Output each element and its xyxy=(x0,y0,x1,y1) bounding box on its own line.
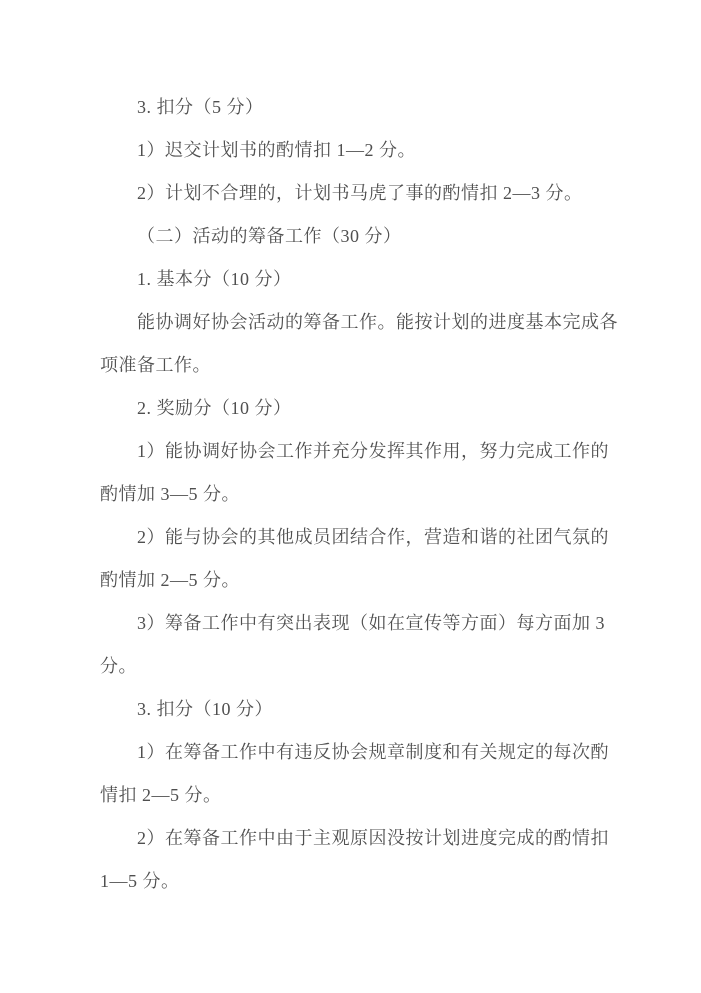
text-line: 项准备工作。 xyxy=(100,355,211,375)
text-line: 3. 扣分（5 分） xyxy=(137,97,264,117)
text-line: 能协调好协会活动的筹备工作。能按计划的进度基本完成各 xyxy=(137,312,618,332)
text-line: 2）能与协会的其他成员团结合作，营造和谐的社团气氛的 xyxy=(137,527,609,547)
text-line: 2）在筹备工作中由于主观原因没按计划进度完成的酌情扣 xyxy=(137,828,609,848)
text-line: 分。 xyxy=(100,656,137,676)
text-line: 情扣 2—5 分。 xyxy=(100,785,222,805)
document-text-block xyxy=(100,86,618,903)
text-line: （二）活动的筹备工作（30 分） xyxy=(137,226,402,246)
text-line: 3）筹备工作中有突出表现（如在宣传等方面）每方面加 3 xyxy=(137,613,605,633)
text-line: 2）计划不合理的，计划书马虎了事的酌情扣 2—3 分。 xyxy=(137,183,583,203)
text-line: 酌情加 2—5 分。 xyxy=(100,570,240,590)
text-line: 1—5 分。 xyxy=(100,871,180,891)
text-line: 1）在筹备工作中有违反协会规章制度和有关规定的每次酌 xyxy=(137,742,609,762)
text-line: 3. 扣分（10 分） xyxy=(137,699,273,719)
text-line: 1. 基本分（10 分） xyxy=(137,269,292,289)
text-line: 酌情加 3—5 分。 xyxy=(100,484,240,504)
text-line: 1）迟交计划书的酌情扣 1—2 分。 xyxy=(137,140,416,160)
text-line: 2. 奖励分（10 分） xyxy=(137,398,292,418)
text-line: 1）能协调好协会工作并充分发挥其作用，努力完成工作的 xyxy=(137,441,609,461)
